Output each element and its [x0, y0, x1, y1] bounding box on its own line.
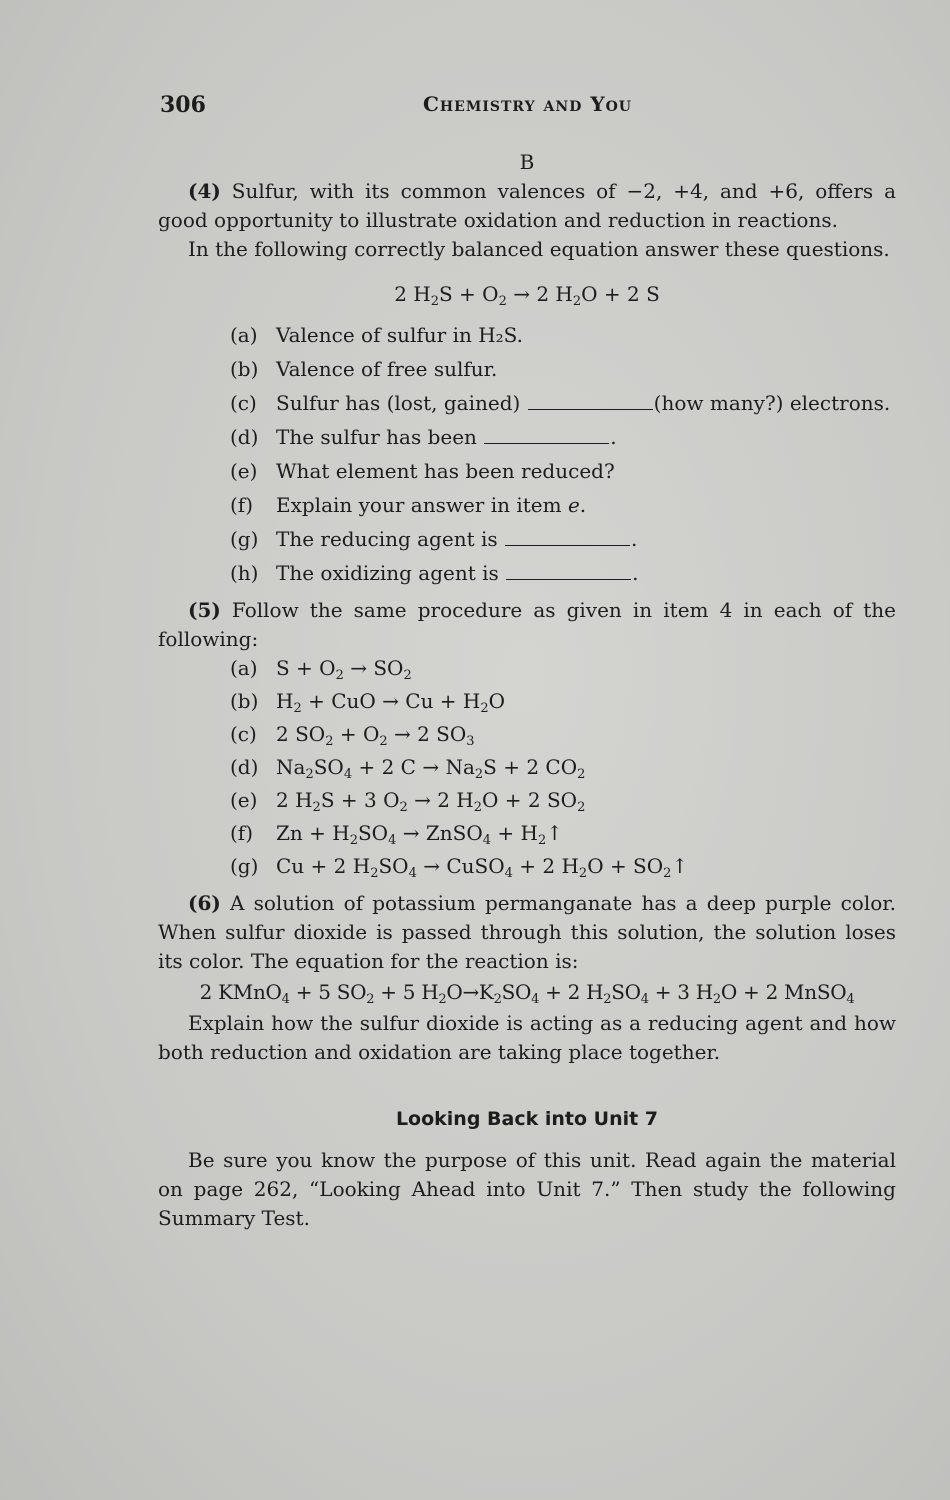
- item-text: [276, 423, 896, 452]
- item-label: (d): [230, 425, 259, 449]
- item-text-before: The oxidizing agent is: [276, 561, 506, 585]
- item-text-after: .: [631, 527, 638, 551]
- item-text: [276, 559, 896, 588]
- q4-item-a: [230, 321, 896, 350]
- item-label: (b): [230, 357, 259, 381]
- q5-intro-text: Follow the same procedure as given in item 4 in each of the following:: [158, 598, 896, 651]
- q5-equation-d: [230, 753, 896, 782]
- equation-q4: 2 $H_2S + O_2 \to 2$ $H_2O + 2$ S: [394, 282, 660, 309]
- item-text-after: .: [610, 425, 617, 449]
- q5-equation-a: [230, 654, 896, 683]
- q4-intro-text: Sulfur, with its common valences of −2, +4, and +6, offers a good opportunity to illustrate oxidation and reduction in reactions.: [158, 179, 896, 232]
- q4-item-f: [230, 491, 896, 520]
- item-label: (a): [230, 656, 258, 680]
- equation: Cu + 2 $H_2SO_4$ → CuSO$_4$ + 2 $H_2O$ + $SO_2↑$: [276, 854, 689, 881]
- item-text-after: .: [632, 561, 639, 585]
- q4-item-c: [230, 389, 896, 418]
- item-label: (g): [230, 527, 259, 551]
- item-label: (g): [230, 854, 259, 878]
- q5-number: (5): [188, 598, 221, 622]
- item-text-italic: e: [567, 493, 580, 517]
- equation: $S + O_2 \to SO_2$: [276, 656, 412, 683]
- item-label: (f): [230, 821, 254, 845]
- item-label: (c): [230, 722, 257, 746]
- q4-item-h: [230, 559, 896, 588]
- q4-intro: [158, 177, 896, 235]
- item-text-before: Sulfur has (lost, gained): [276, 391, 527, 415]
- item-text: Valence of sulfur in H₂S.: [276, 323, 524, 347]
- item-label: (e): [230, 788, 258, 812]
- item-label: (c): [230, 391, 257, 415]
- item-text: What element has been reduced?: [276, 459, 615, 483]
- q6-explain: Explain how the sulfur dioxide is acting as a reducing agent and how both reduction and oxidation are taking place together.: [158, 1011, 896, 1064]
- item-label: (h): [230, 561, 259, 585]
- answer-blank[interactable]: [506, 561, 631, 580]
- q6-intro-text: A solution of potassium permanganate has a deep purple color. When sulfur dioxide is passed through this solution, the solution loses its color. The equation for the reaction is:: [158, 891, 896, 973]
- q4-item-e: [230, 457, 896, 486]
- item-text: Valence of free sulfur.: [276, 357, 498, 381]
- item-label: (b): [230, 689, 259, 713]
- q5-equation-b: [230, 687, 896, 716]
- item-text-before: Explain your answer in item: [276, 493, 568, 517]
- item-label: (d): [230, 755, 259, 779]
- item-label: (a): [230, 323, 258, 347]
- section-heading: Looking Back into Unit 7: [395, 1108, 659, 1130]
- page-content: [158, 148, 896, 1233]
- q5-equation-c: [230, 720, 896, 749]
- equation: 2 $SO_2 + O_2 \to 2$ $SO_3$: [276, 722, 475, 749]
- section-letter: B: [519, 150, 535, 174]
- item-text-after: (how many?) electrons.: [653, 391, 891, 415]
- q6-intro: [158, 889, 896, 976]
- q4-instruction: In the following correctly balanced equation answer these questions.: [188, 237, 890, 261]
- item-label: (e): [230, 459, 258, 483]
- q4-number: (4): [188, 179, 221, 203]
- item-text-before: The reducing agent is: [276, 527, 504, 551]
- q5-equation-e: [230, 786, 896, 815]
- item-text: [276, 525, 896, 554]
- item-text-after: .: [579, 493, 587, 517]
- equation: $Zn + H_2SO_4$ → ZnSO$_4$ + $H_2↑$: [276, 821, 563, 848]
- q4-item-g: [230, 525, 896, 554]
- running-head: [160, 92, 895, 126]
- q4-item-b: [230, 355, 896, 384]
- answer-blank[interactable]: [484, 425, 609, 444]
- equation: 2 $H_2S + 3$ $O_2 \to 2$ $H_2O + 2$ $SO_2$: [276, 788, 586, 815]
- q5-equation-f: [230, 819, 896, 848]
- q6-number: (6): [188, 891, 221, 915]
- q5-intro: [158, 596, 896, 654]
- item-text: [276, 491, 896, 520]
- equation: $H_2$ + CuO → $Cu + H_2O$: [276, 689, 506, 716]
- q4-item-d: [230, 423, 896, 452]
- item-text: [276, 389, 896, 418]
- page-number: 306: [160, 92, 206, 118]
- q4-items: [158, 321, 896, 588]
- q5-equation-g: [230, 852, 896, 881]
- item-label: (f): [230, 493, 254, 517]
- q5-equations: [158, 654, 896, 881]
- equation-q6: 2 KMnO$_4$ + 5 $SO_2 + 5$ $H_2O\to K_2SO_4 + 2$ $H_2SO_4 + 3$ $H_2O + 2$ MnSO$_4$: [199, 980, 855, 1007]
- answer-blank[interactable]: [505, 527, 630, 546]
- running-title: Chemistry and You: [423, 92, 632, 116]
- equation: $Na_2SO_4 + 2$ $C \to Na_2S + 2$ $CO_2$: [276, 755, 586, 782]
- review-text: Be sure you know the purpose of this unit. Read again the material on page 262, “Looking Ahead into Unit 7.” Then study the following Summary Test.: [158, 1148, 896, 1230]
- answer-blank[interactable]: [528, 391, 653, 410]
- item-text-before: The sulfur has been: [276, 425, 484, 449]
